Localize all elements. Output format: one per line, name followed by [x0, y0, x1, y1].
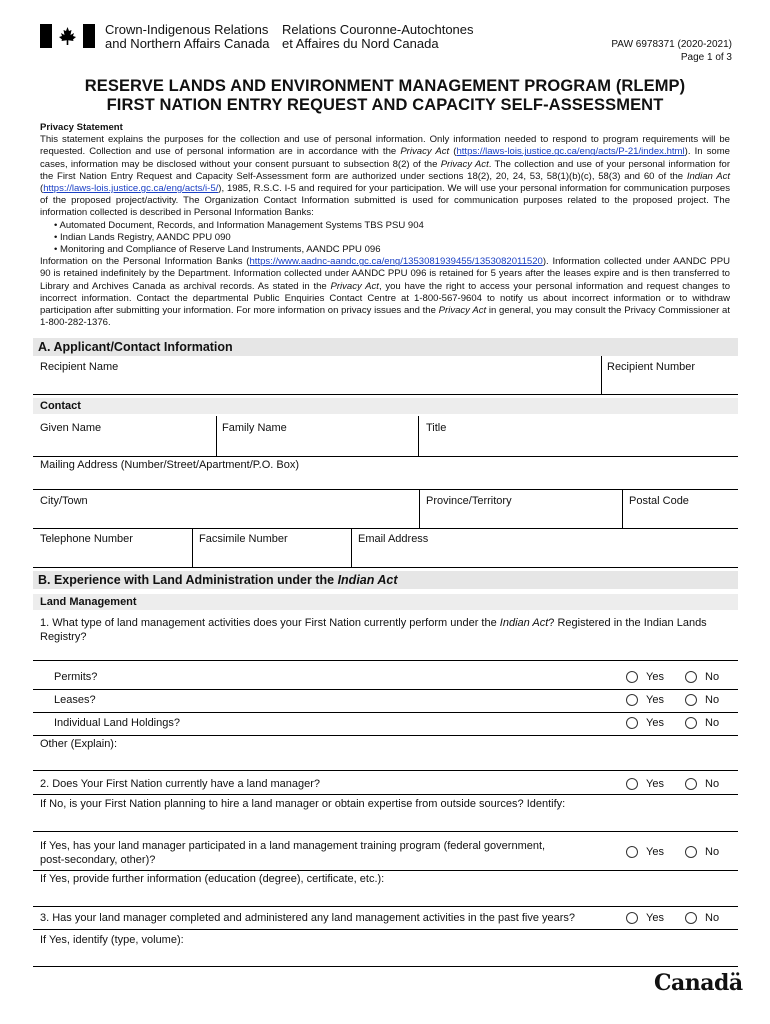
recipient-name-label: Recipient Name — [40, 361, 119, 373]
yes-label: Yes — [646, 717, 664, 729]
list-item: • Monitoring and Compliance of Reserve Land Instruments, AANDC PPU 096 — [54, 244, 730, 256]
info-banks-list — [40, 220, 730, 257]
canada-flag-icon — [40, 24, 95, 48]
privacy-paragraph-2: Information on the Personal Information Banks (https://www.aadnc-aandc.gc.ca/eng/1353081939455/1353082011520). Information collected under AANDC PPU 90 is retained indefinitely by the Department. Information collected under AANDC PPU 096 is retained for 5 years after the leases expire and is then transferred to Library and Archives Canada as archival records. As stated in the Privacy Act, you have the right to access your personal information and request changes to incorrect information. Contact the departmental Public Enquiries Contact Centre at 1-800-567-9604 to notify us about incorrect information or to withdraw participation after submitting your information. For more information on privacy issues and the Privacy Act in general, you may consult the Privacy Commissioner at 1-800-282-1376. — [40, 256, 731, 329]
form-title-line1: RESERVE LANDS AND ENVIRONMENT MANAGEMENT PROGRAM (RLEMP) — [84, 77, 686, 95]
section-a-heading: A. Applicant/Contact Information — [33, 338, 738, 356]
list-item: • Automated Document, Records, and Information Management Systems TBS PSU 904 — [54, 220, 730, 232]
permits-no-radio[interactable] — [685, 671, 697, 683]
q2-further-info-label: If Yes, provide further information (education (degree), certificate, etc.): — [40, 873, 385, 885]
yes-label: Yes — [646, 671, 664, 683]
list-item: • Indian Lands Registry, AANDC PPU 090 — [54, 232, 730, 244]
form-title-line2: FIRST NATION ENTRY REQUEST AND CAPACITY SELF-ASSESSMENT — [106, 96, 664, 114]
other-explain-field[interactable] — [33, 736, 738, 770]
form-number: PAW 6978371 (2020-2021) Page 1 of 3 — [611, 39, 732, 63]
q3-identify-field[interactable] — [33, 930, 738, 966]
telephone-field[interactable] — [33, 529, 192, 567]
no-label: No — [705, 694, 720, 706]
info-banks-link[interactable]: https://www.aadnc-aandc.gc.ca/eng/1353081939455/1353082011520 — [249, 256, 543, 268]
postal-code-field[interactable] — [623, 490, 738, 528]
mailing-address-field[interactable] — [33, 457, 738, 489]
other-explain-label: Other (Explain): — [40, 738, 118, 750]
question-3: 3. Has your land manager completed and administered any land management activities in the past five years? — [40, 912, 576, 924]
no-label: No — [705, 717, 720, 729]
q2-no-radio[interactable] — [685, 778, 697, 790]
divider — [33, 567, 738, 568]
privacy-paragraph-1: This statement explains the purposes for the collection and use of personal information. Only information needed to respond to program requirements will be requested. Collection and use of personal information are in accordance with the Privacy Act (https://laws-lois.justice.gc.ca/eng/acts/P-21/index.html). In some cases, information may be disclosed without your consent pursuant to subsection 8(2) of the Privacy Act. The collection and use of your personal information for the First Nation Entry Request and Capacity Self-Assessment form are authorized under sections 18(2), 20, 24, 53, 58(1)(b)(c), 58(3) and 60 of the Indian Act (https://laws-lois.justice.gc.ca/eng/acts/i-5/), 1985, R.S.C. I-5 and required for your participation. We will use your personal information for communication purposes of the proposed project/activity. The Organization Contact Information submitted is used for communication purposes related to the proposed project. The information collected is described in Personal Information Banks: — [40, 134, 730, 219]
no-label: No — [705, 671, 720, 683]
permits-yes-radio[interactable] — [626, 671, 638, 683]
privacy-heading: Privacy Statement — [40, 122, 123, 133]
family-name-field[interactable] — [217, 416, 418, 456]
leases-yes-radio[interactable] — [626, 694, 638, 706]
recipient-number-label: Recipient Number — [607, 361, 696, 373]
yes-label: Yes — [646, 778, 664, 790]
divider — [33, 660, 738, 661]
section-b-heading: B. Experience with Land Administration under the Indian Act — [33, 571, 738, 589]
page-number: Page 1 of 3 — [680, 52, 732, 63]
mailing-address-label: Mailing Address (Number/Street/Apartment/P.O. Box) — [40, 459, 300, 471]
q3-yes-radio[interactable] — [626, 912, 638, 924]
city-field[interactable] — [33, 490, 419, 528]
q2-training-no-radio[interactable] — [685, 846, 697, 858]
canada-wordmark: Canadä — [654, 970, 743, 996]
title-field[interactable] — [419, 416, 738, 456]
individual-no-radio[interactable] — [685, 717, 697, 729]
given-name-label: Given Name — [40, 422, 102, 434]
land-management-heading: Land Management — [33, 594, 738, 610]
q2-if-yes-training-label: If Yes, has your land manager participated in a land management training program (federal government, post-secondary, other)? — [40, 840, 546, 866]
divider — [33, 966, 738, 967]
email-label: Email Address — [358, 533, 429, 545]
divider — [33, 689, 738, 690]
family-name-label: Family Name — [222, 422, 287, 434]
yes-label: Yes — [646, 912, 664, 924]
department-name-en: Crown-Indigenous Relations and Northern Affairs Canada — [105, 22, 270, 51]
q2-training-yes-radio[interactable] — [626, 846, 638, 858]
divider — [33, 770, 738, 771]
q2-yes-radio[interactable] — [626, 778, 638, 790]
fax-label: Facsimile Number — [199, 533, 288, 545]
divider — [33, 906, 738, 907]
indian-act-link[interactable]: https://laws-lois.justice.gc.ca/eng/acts/i-5/ — [43, 183, 219, 195]
fax-field[interactable] — [193, 529, 351, 567]
yes-label: Yes — [646, 846, 664, 858]
email-field[interactable] — [352, 529, 738, 567]
q2-further-info-field[interactable] — [33, 871, 738, 906]
question-2: 2. Does Your First Nation currently have a land manager? — [40, 778, 321, 790]
leases-no-radio[interactable] — [685, 694, 697, 706]
city-label: City/Town — [40, 495, 88, 507]
individual-yes-radio[interactable] — [626, 717, 638, 729]
leases-label: Leases? — [54, 694, 96, 706]
province-field[interactable] — [420, 490, 622, 528]
privacy-statement — [40, 122, 730, 329]
title-label: Title — [426, 422, 447, 434]
permits-label: Permits? — [54, 671, 98, 683]
divider — [33, 394, 738, 395]
q2-if-no-field[interactable] — [33, 795, 738, 831]
province-label: Province/Territory — [426, 495, 512, 507]
question-1: 1. What type of land management activities does your First Nation currently perform under the Indian Act? Registered in the Indian Lands Registry? — [40, 617, 707, 643]
no-label: No — [705, 846, 720, 858]
contact-heading: Contact — [33, 398, 738, 414]
individual-holdings-label: Individual Land Holdings? — [54, 717, 180, 729]
q3-no-radio[interactable] — [685, 912, 697, 924]
no-label: No — [705, 912, 720, 924]
recipient-number-field[interactable] — [602, 356, 738, 394]
q3-identify-label: If Yes, identify (type, volume): — [40, 934, 184, 946]
q2-if-no-label: If No, is your First Nation planning to hire a land manager or obtain expertise from outside sources? Identify: — [40, 798, 566, 810]
no-label: No — [705, 778, 720, 790]
yes-label: Yes — [646, 694, 664, 706]
divider — [33, 712, 738, 713]
divider — [33, 831, 738, 832]
given-name-field[interactable] — [33, 416, 216, 456]
telephone-label: Telephone Number — [40, 533, 133, 545]
recipient-name-field[interactable] — [33, 356, 601, 394]
department-name-fr: Relations Couronne-Autochtones et Affaires du Nord Canada — [282, 22, 474, 51]
postal-code-label: Postal Code — [629, 495, 689, 507]
privacy-act-link[interactable]: https://laws-lois.justice.gc.ca/eng/acts/P-21/index.html — [456, 146, 685, 158]
